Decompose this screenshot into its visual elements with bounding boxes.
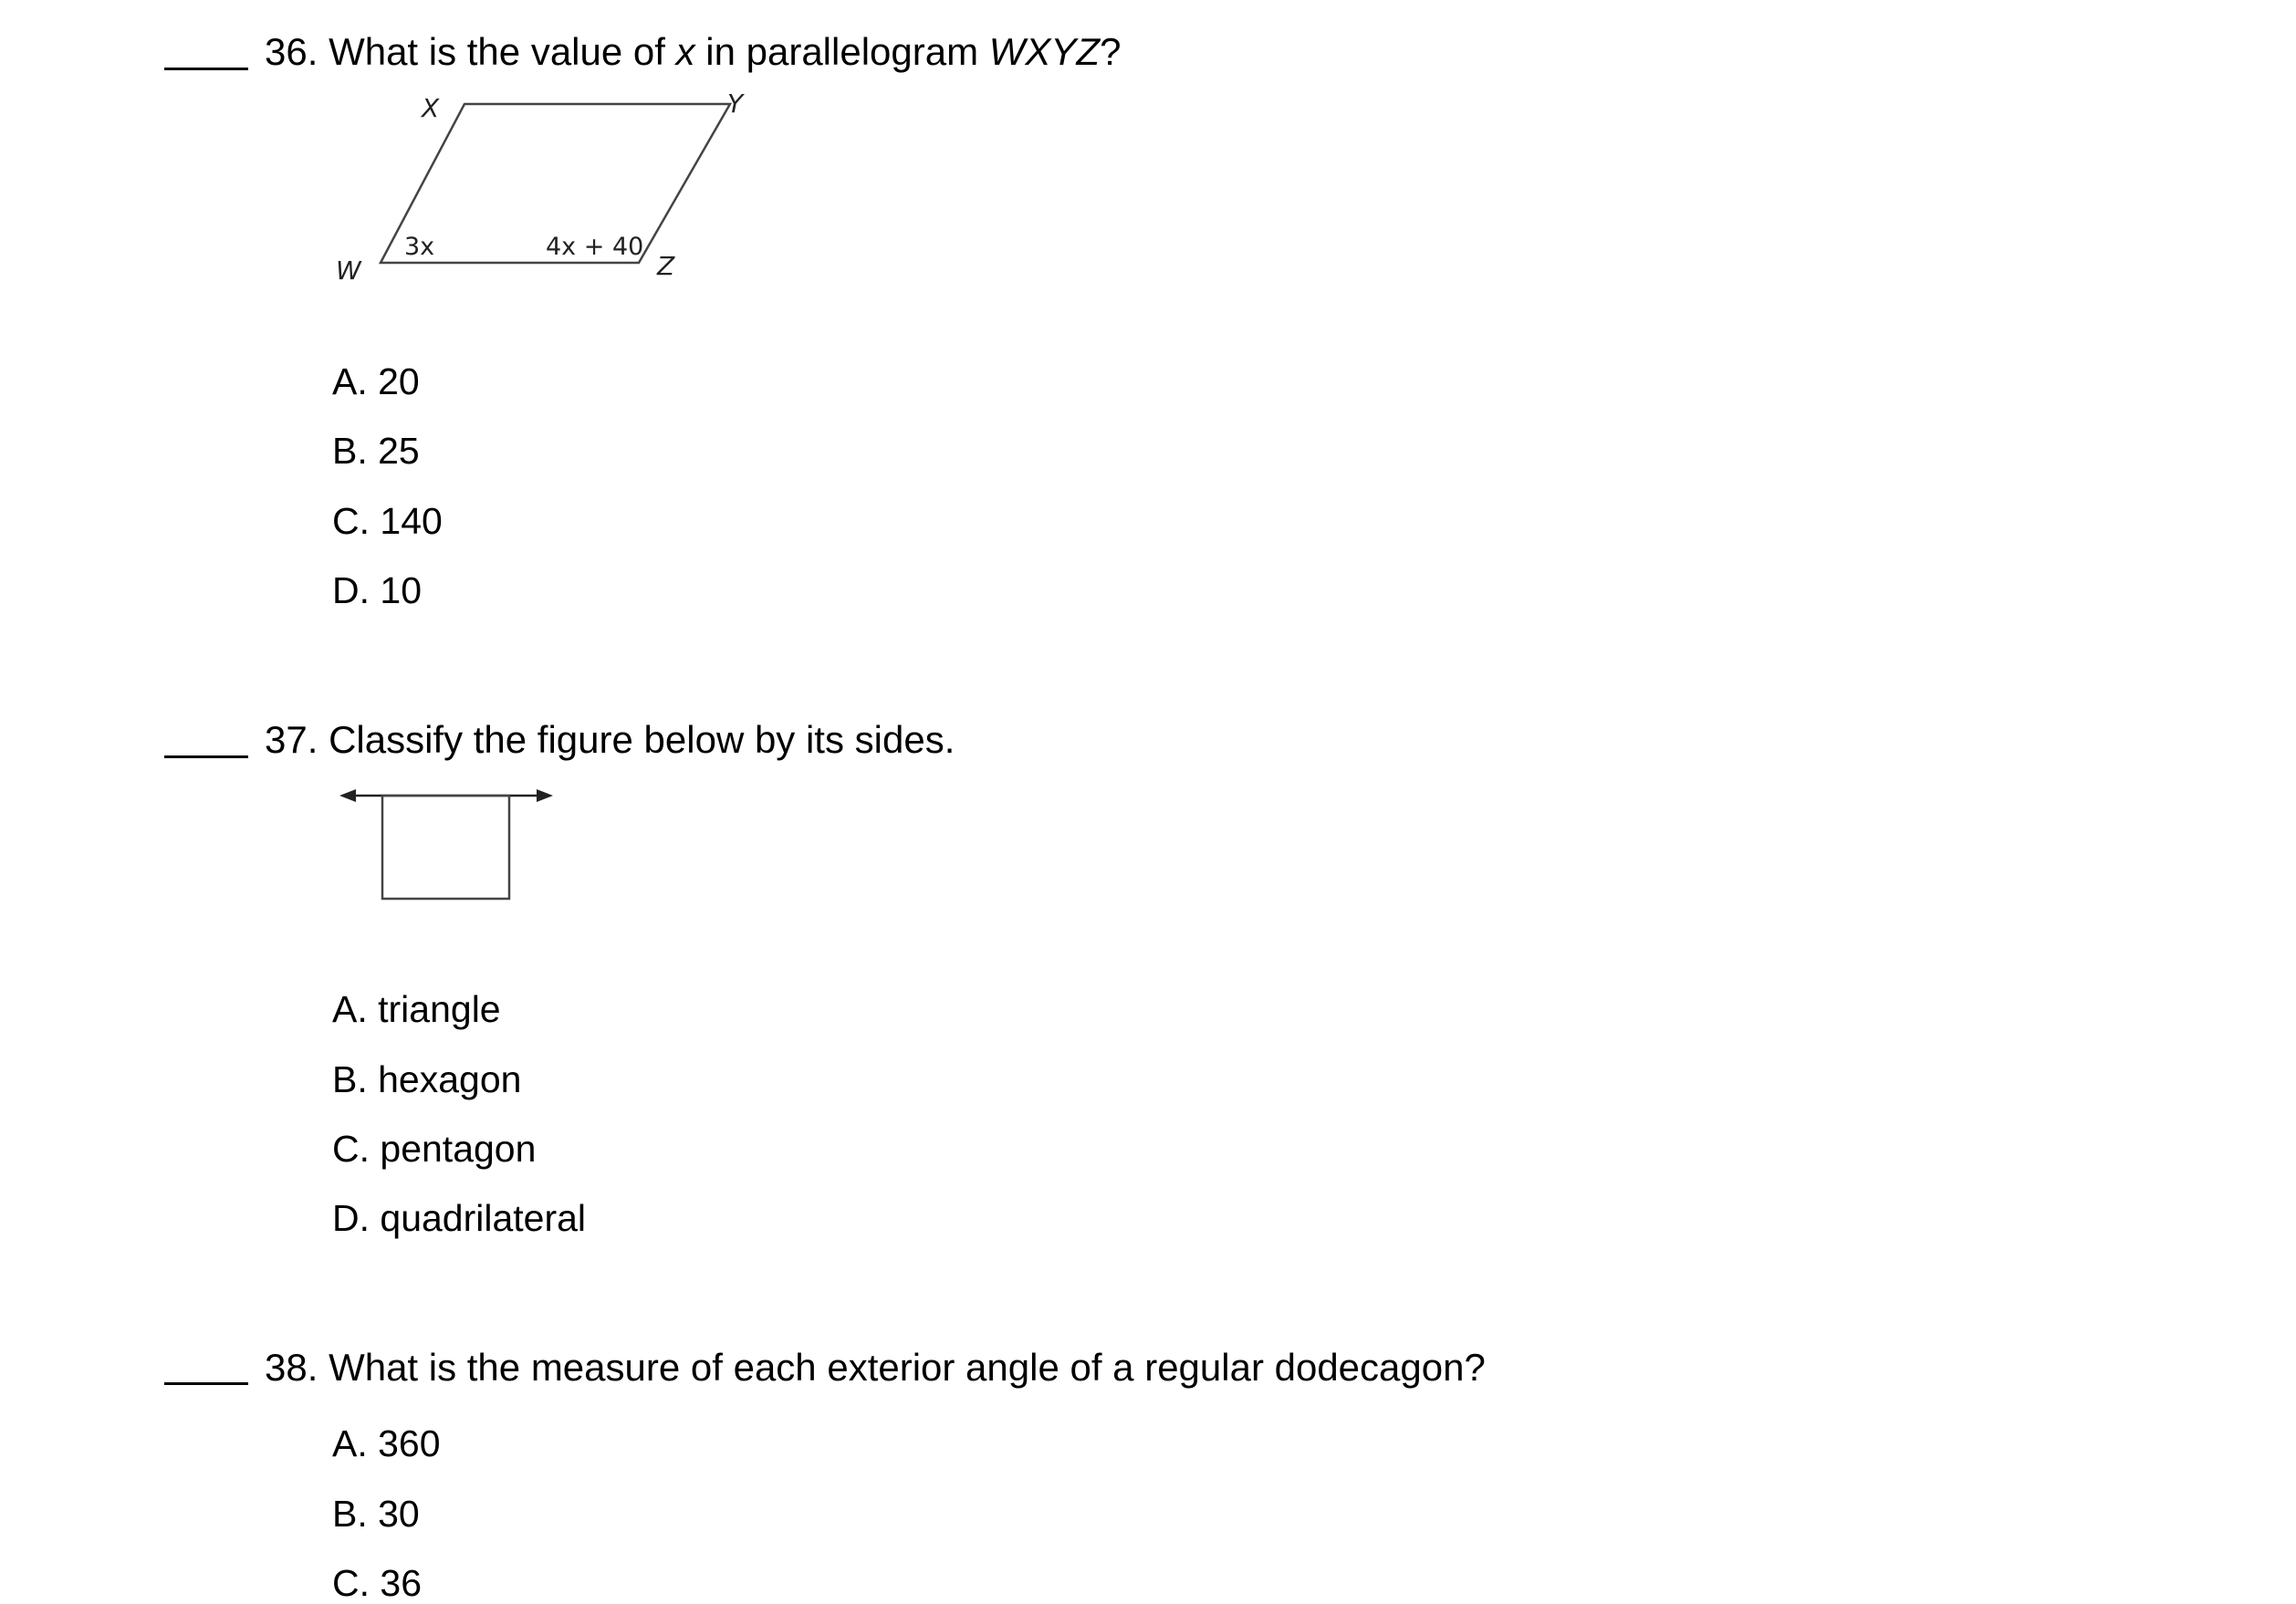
option-37-b[interactable]: B. hexagon xyxy=(332,1058,522,1100)
vertex-label-w: W xyxy=(336,255,361,286)
vertex-label-x: X xyxy=(422,93,440,123)
variable-x: x xyxy=(675,30,695,73)
question-38-text xyxy=(265,1346,1486,1389)
option-38-a[interactable]: A. 360 xyxy=(332,1422,441,1464)
option-36-d[interactable]: D. 10 xyxy=(332,569,422,611)
question-suffix: ? xyxy=(1100,30,1122,73)
left-arrowhead xyxy=(339,789,356,802)
right-arrowhead xyxy=(537,789,553,802)
question-body: Classify the figure below by its sides. xyxy=(329,718,955,761)
parallelogram-name: WXYZ xyxy=(988,30,1101,73)
option-37-d[interactable]: D. quadrilateral xyxy=(332,1197,587,1239)
option-38-c[interactable]: C. 36 xyxy=(332,1562,422,1604)
rectangle-shape xyxy=(382,796,509,899)
option-36-b[interactable]: B. 25 xyxy=(332,430,420,472)
option-37-c[interactable]: C. pentagon xyxy=(332,1128,537,1170)
angle-w-label: 3x xyxy=(404,233,435,261)
option-36-a[interactable]: A. 20 xyxy=(332,360,420,402)
question-number: 36. xyxy=(265,30,318,73)
angle-z-label: 4x + 40 xyxy=(546,233,644,261)
vertex-label-y: Y xyxy=(727,89,744,119)
question-number: 37. xyxy=(265,718,318,761)
question-middle: in parallelogram xyxy=(705,30,979,73)
question-body: What is the measure of each exterior angle of a regular dodecagon? xyxy=(329,1346,1486,1389)
question-number: 38. xyxy=(265,1346,318,1389)
answer-blank-38[interactable] xyxy=(164,1382,248,1385)
option-37-a[interactable]: A. triangle xyxy=(332,988,501,1030)
vertex-label-z: Z xyxy=(657,251,675,281)
option-36-c[interactable]: C. 140 xyxy=(332,500,443,542)
question-prefix: What is the value of xyxy=(329,30,665,73)
option-38-b[interactable]: B. 30 xyxy=(332,1493,420,1535)
